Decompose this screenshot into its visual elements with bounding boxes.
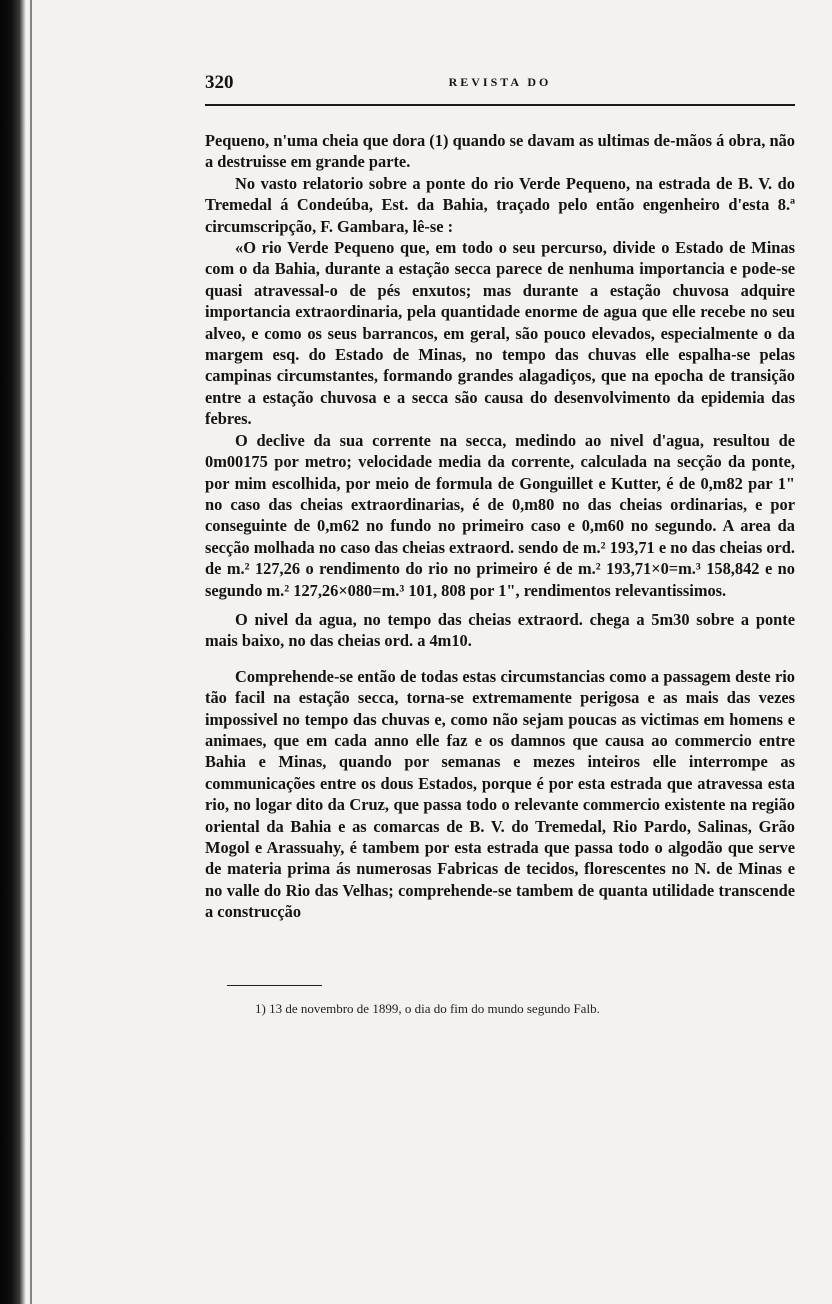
paragraph-river-description: «O rio Verde Pequeno que, em todo o seu percurso, divide o Estado de Minas com o da Bahia, durante a estação secca parece de nenhuma importancia e pode-se quasi atravessal-o de pés enxutos; mas durante a estação chuvosa adquire importancia extraordinaria, pela quantidade enorme de agua que elle recebe no seu alveo, e como os seus barrancos, em geral, são pouco elevados, especialmente o da margem esq. do Estado de Minas, no tempo das chuvas elle espalha-se pelas campinas circumstantes, formando grandes alagadiços, que na epocha de transição entre a estação chuvosa e a secca são causa do desenvolvimento da epidemia das febres. — [205, 238, 795, 429]
page-number: 320 — [205, 72, 234, 93]
footnote-rule — [227, 985, 322, 986]
paragraph-river-slope: O declive da sua corrente na secca, medindo ao nivel d'agua, resultou de 0m00175 por metro; velocidade media da corrente, calculada na secção da ponte, por mim escolhida, por meio de formula de Gonguillet e Kutter, é de 0,m82 par 1" no caso das cheias extraordinarias, é de 0,m80 no das cheias ordinarias, e por conseguinte de 0,m62 no fundo no primeiro caso e 0,m60 no segundo. A area da secção molhada no caso das cheias extraord. sendo de m.² 193,71 e no das cheias ord. de m.² 127,26 o rendimento do rio no primeiro é de m.² 193,71×0=m.³ 158,842 e no segundo m.² 127,26×080=m.³ 101, 808 por 1", rendimentos relevantissimos. — [205, 430, 795, 600]
binding-edge-line — [30, 0, 32, 1304]
paragraph-continued: Pequeno, n'uma cheia que dora (1) quando se davam as ultimas de-mãos á obra, não a destruisse em grande parte. — [205, 131, 795, 172]
book-binding-shadow — [0, 0, 26, 1304]
body-text — [205, 130, 795, 923]
footnote: 1) 13 de novembro de 1899, o dia do fim do mundo segundo Falb. — [255, 1000, 600, 1016]
running-head — [205, 72, 795, 100]
paragraph-crossing-danger: Comprehende-se então de todas estas circumstancias como a passagem deste rio tão facil na estação secca, torna-se extremamente perigosa e as mais das vezes impossivel no tempo das chuvas e, como não sejam poucas as victimas em homens e animaes, que em cada anno elle faz e os damnos que causa ao commercio entre Bahia e Minas, quando por semanas e mezes inteiros elle interrompe as communicações entre os dous Estados, porque é por esta estrada que atravessa esta rio, no logar dito da Cruz, que passa todo o relevante commercio existente na região oriental da Bahia e as comarcas de B. V. do Tremedal, Rio Pardo, Salinas, Grão Mogol e Arassuahy, é tambem por esta estrada que passa todo o algodão que serve de materia prima ás numerosas Fabricas de tecidos, florescentes no N. de Minas e no valle do Rio das Velhas; comprehende-se tambem de quanta utilidade transcende a construcção — [205, 666, 795, 922]
running-head-title: REVISTA DO — [448, 75, 552, 89]
book-page — [205, 72, 795, 1018]
paragraph-report-intro: No vasto relatorio sobre a ponte do rio Verde Pequeno, na estrada de B. V. do Tremedal á Condeúba, Est. da Bahia, traçado pelo então engenheiro d'esta 8.ª circumscripção, F. Gambara, lê-se : — [205, 173, 795, 236]
header-rule — [205, 104, 795, 106]
paragraph-water-level: O nivel da agua, no tempo das cheias extraord. chega a 5m30 sobre a ponte mais baixo, no das cheias ord. a 4m10. — [205, 609, 795, 651]
